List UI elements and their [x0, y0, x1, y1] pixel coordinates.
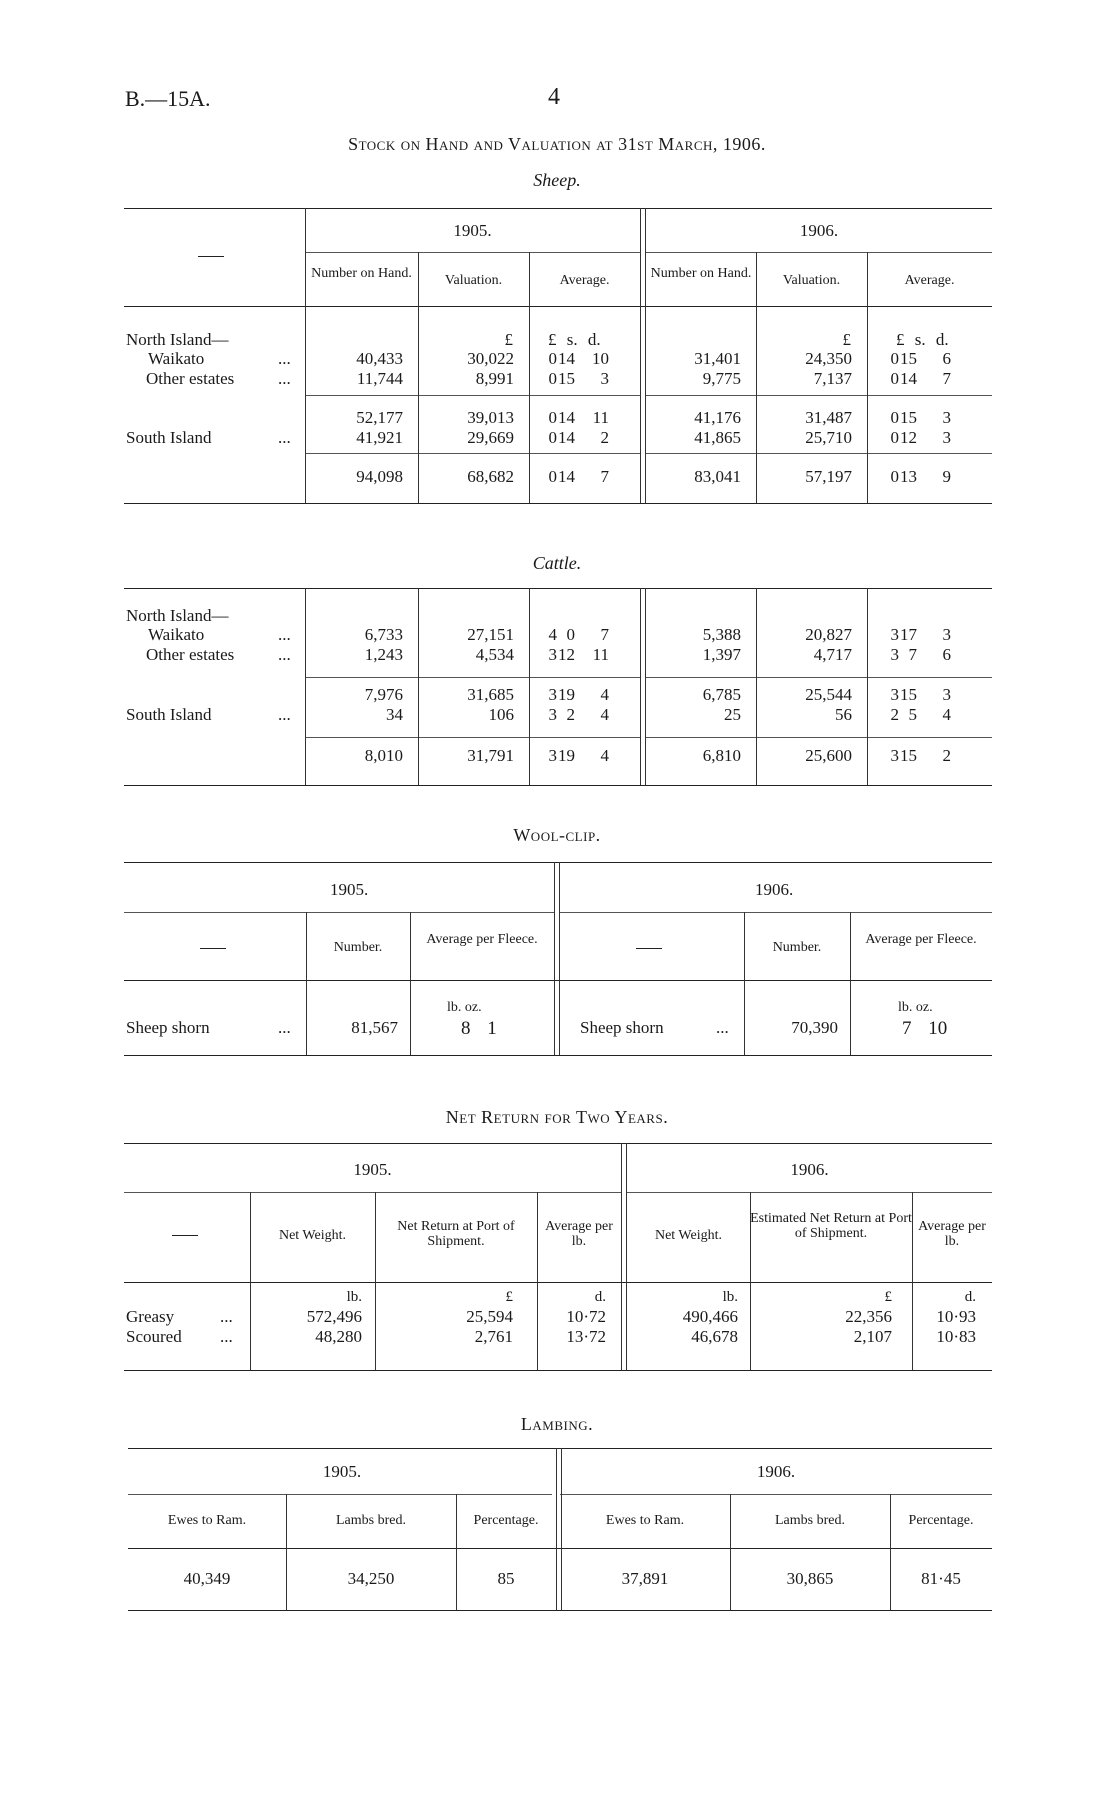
- leader-dots: ...: [220, 1327, 233, 1346]
- cell-average: 3: [600, 369, 609, 388]
- col-number-on-hand: Number on Hand.: [650, 266, 752, 281]
- col-average-per-lb: Average per lb.: [545, 1219, 613, 1249]
- cell-average: 14: [900, 369, 917, 388]
- lambing-section-title: Lambing.: [520, 1414, 594, 1434]
- sheep-subtitle: Sheep.: [533, 170, 581, 190]
- cell-value: 490,466: [682, 1307, 738, 1326]
- cell-value: 85: [497, 1569, 515, 1588]
- wool-section-title: Wool-clip.: [513, 825, 601, 845]
- leader-dots: ...: [278, 428, 291, 447]
- unit-lb-oz: lb. oz.: [447, 1000, 482, 1015]
- cell-value: 25: [724, 705, 741, 724]
- unit-lb-oz: lb. oz.: [898, 1000, 933, 1015]
- cell-value: 37,891: [621, 1569, 669, 1588]
- page-number: 4: [548, 84, 560, 110]
- cell-average: 4: [942, 705, 951, 724]
- cell-value: 7,137: [813, 369, 852, 388]
- cell-value: 34,250: [347, 1569, 395, 1588]
- cell-value: 27,151: [467, 625, 514, 644]
- cell-average: 0: [548, 349, 557, 368]
- cell-average: 9: [942, 467, 951, 486]
- row-label: Greasy: [126, 1307, 175, 1326]
- col-valuation: Valuation.: [444, 273, 503, 288]
- cell-value: 6,785: [702, 685, 741, 704]
- cell-value: 572,496: [306, 1307, 362, 1326]
- cell-average: 19: [558, 685, 575, 704]
- cell-value: 7,976: [364, 685, 403, 704]
- cell-value: 4,717: [813, 645, 852, 664]
- cell-value: 6,810: [702, 746, 741, 765]
- cell-average: 2: [942, 746, 951, 765]
- cell-average: 4: [600, 685, 609, 704]
- row-label: Scoured: [126, 1327, 182, 1346]
- row-label: Sheep shorn: [126, 1018, 210, 1037]
- col-number: Number.: [772, 940, 822, 955]
- cell-value: 9,775: [702, 369, 741, 388]
- cell-value: 6,733: [364, 625, 403, 644]
- cell-average: 3: [942, 428, 951, 447]
- cell-average: 15: [900, 685, 917, 704]
- leader-dots: ...: [716, 1018, 729, 1037]
- cell-value: 4,534: [475, 645, 514, 664]
- cell-value: 13·72: [566, 1327, 606, 1346]
- cell-average: 3: [890, 746, 899, 765]
- unit-label: £: [505, 1289, 513, 1305]
- cell-value: 39,013: [467, 408, 514, 427]
- lambing-year-1906: 1906.: [756, 1462, 796, 1481]
- cell-average: 4: [600, 746, 609, 765]
- cell-average: 12: [558, 645, 575, 664]
- cell-average: 0: [890, 408, 899, 427]
- cell-value: 31,791: [467, 746, 514, 765]
- cell-average: 7: [600, 467, 609, 486]
- cell-value: 10·72: [566, 1307, 606, 1326]
- netreturn-year-1906: 1906.: [790, 1160, 829, 1179]
- cell-value: 94,098: [356, 467, 403, 486]
- cell-value: 57,197: [805, 467, 852, 486]
- cell-value: 68,682: [467, 467, 514, 486]
- cell-value: 48,280: [315, 1327, 362, 1346]
- cell-average: 5: [908, 705, 917, 724]
- col-number-on-hand: Number on Hand.: [311, 266, 412, 281]
- cell-value: 8,991: [475, 369, 514, 388]
- col-net-weight: Net Weight.: [278, 1228, 347, 1243]
- unit-label: £: [884, 1289, 892, 1305]
- cell-value: 22,356: [845, 1307, 892, 1326]
- cell-value: 10·93: [936, 1307, 976, 1326]
- cell-average: 2: [600, 428, 609, 447]
- cell-average: 0: [890, 428, 899, 447]
- leader-dots: ...: [278, 369, 291, 388]
- leader-dots: ...: [278, 625, 291, 644]
- sheep-section-title: Stock on Hand and Valuation at 31st March, 1906.: [348, 134, 766, 154]
- cell-value: 40,433: [356, 349, 403, 368]
- cell-average: 3: [548, 645, 557, 664]
- cell-value: 2,107: [853, 1327, 892, 1346]
- blank-header-dash: [636, 948, 662, 949]
- document-reference: B.—15A.: [125, 86, 211, 111]
- cell-average: 15: [900, 408, 917, 427]
- cell-value: 8,010: [364, 746, 403, 765]
- blank-header-dash: [172, 1235, 198, 1236]
- cell-value: 30,865: [786, 1569, 834, 1588]
- row-label: Waikato: [148, 349, 205, 368]
- wool-year-1906: 1906.: [755, 880, 794, 899]
- cell-value: 29,669: [467, 428, 514, 447]
- cell-value: 83,041: [694, 467, 741, 486]
- cattle-subtitle: Cattle.: [532, 553, 582, 573]
- leader-dots: ...: [278, 349, 291, 368]
- cell-average: 0: [566, 625, 575, 644]
- cell-average: 0: [548, 467, 557, 486]
- cell-average: 14: [558, 408, 575, 427]
- cell-average: 7 10: [902, 1018, 948, 1039]
- cell-average: 2: [566, 705, 575, 724]
- col-header: Percentage.: [908, 1513, 974, 1528]
- cell-value: 81·45: [921, 1569, 961, 1588]
- col-average: Average.: [559, 273, 610, 288]
- unit-pound: £: [504, 330, 513, 349]
- cell-average: 0: [890, 467, 899, 486]
- cell-value: 11,744: [356, 369, 403, 388]
- cell-average: 7: [908, 645, 917, 664]
- wool-year-1905: 1905.: [330, 880, 369, 899]
- cell-value: 2,761: [474, 1327, 513, 1346]
- col-header: Lambs bred.: [336, 1513, 406, 1528]
- col-net-weight: Net Weight.: [654, 1228, 723, 1243]
- cell-average: 0: [548, 408, 557, 427]
- cell-average: 14: [558, 428, 575, 447]
- cell-value: 56: [835, 705, 852, 724]
- cell-value: 5,388: [702, 625, 741, 644]
- cell-average: 0: [548, 428, 557, 447]
- cell-value: 41,921: [356, 428, 403, 447]
- col-average-per-lb: Average per lb.: [918, 1219, 986, 1249]
- col-header: Ewes to Ram.: [605, 1513, 685, 1528]
- cell-value: 10·83: [936, 1327, 976, 1346]
- cell-average: 3: [890, 625, 899, 644]
- col-average: Average.: [904, 273, 955, 288]
- cell-value: 106: [488, 705, 514, 724]
- cell-average: 7: [600, 625, 609, 644]
- blank-header-dash: [198, 256, 224, 257]
- cell-value: 41,176: [694, 408, 741, 427]
- netreturn-year-1905: 1905.: [353, 1160, 392, 1179]
- cell-average: 14: [558, 467, 575, 486]
- cell-average: 3: [890, 685, 899, 704]
- lambing-year-1905: 1905.: [322, 1462, 362, 1481]
- cell-average: 15: [900, 349, 917, 368]
- cell-average: 12: [900, 428, 917, 447]
- cell-average: 0: [548, 369, 557, 388]
- cell-value: 52,177: [356, 408, 403, 427]
- cell-average: 3: [548, 685, 557, 704]
- cell-average: 3: [942, 408, 951, 427]
- leader-dots: ...: [278, 705, 291, 724]
- col-average-per-fleece: Average per Fleece.: [865, 932, 977, 947]
- cell-average: 7: [942, 369, 951, 388]
- cell-average: 3: [548, 746, 557, 765]
- cell-value: 30,022: [467, 349, 514, 368]
- cell-average: 3: [942, 685, 951, 704]
- sheep-year-1905: 1905.: [453, 221, 492, 240]
- cell-average: 3: [942, 625, 951, 644]
- cell-average: 4: [600, 705, 609, 724]
- col-header: Percentage.: [473, 1513, 539, 1528]
- col-valuation: Valuation.: [782, 273, 841, 288]
- leader-dots: ...: [220, 1307, 233, 1326]
- cell-average: 15: [558, 369, 575, 388]
- cell-number: 81,567: [351, 1018, 398, 1037]
- cell-value: 41,865: [694, 428, 741, 447]
- cell-value: 25,710: [805, 428, 852, 447]
- blank-header-dash: [200, 948, 226, 949]
- col-net-return: Net Return at Port of Shipment.: [397, 1219, 515, 1249]
- row-label: South Island: [126, 428, 212, 447]
- cell-average: 6: [942, 645, 951, 664]
- unit-label: lb.: [722, 1289, 738, 1305]
- cell-value: 46,678: [691, 1327, 738, 1346]
- cell-value: 25,600: [805, 746, 852, 765]
- cell-value: 24,350: [805, 349, 852, 368]
- cell-average: 14: [558, 349, 575, 368]
- unit-lsd: £ s. d.: [548, 330, 601, 349]
- cell-average: 2: [890, 705, 899, 724]
- row-label: South Island: [126, 705, 212, 724]
- cell-average: 4: [548, 625, 557, 644]
- unit-label: d.: [964, 1289, 976, 1305]
- cell-average: 15: [900, 746, 917, 765]
- row-label: Sheep shorn: [580, 1018, 664, 1037]
- cell-average: 11: [592, 408, 609, 427]
- cell-average: 10: [592, 349, 609, 368]
- cell-average: 3: [890, 645, 899, 664]
- cell-value: 31,685: [467, 685, 514, 704]
- unit-lsd: £ s. d.: [896, 330, 949, 349]
- cell-average: 0: [890, 369, 899, 388]
- leader-dots: ...: [278, 1018, 291, 1037]
- col-number: Number.: [333, 940, 383, 955]
- col-header: Lambs bred.: [775, 1513, 845, 1528]
- cell-average: 8 1: [461, 1018, 497, 1039]
- cell-value: 20,827: [805, 625, 852, 644]
- cell-value: 25,544: [805, 685, 852, 704]
- leader-dots: ...: [278, 645, 291, 664]
- col-average-per-fleece: Average per Fleece.: [426, 932, 538, 947]
- cell-value: 40,349: [183, 1569, 231, 1588]
- cell-average: 11: [592, 645, 609, 664]
- group-label: North Island—: [126, 330, 229, 349]
- group-label: North Island—: [126, 606, 229, 625]
- row-label: Waikato: [148, 625, 205, 644]
- cell-value: 31,487: [805, 408, 852, 427]
- unit-label: d.: [594, 1289, 606, 1305]
- sheep-year-1906: 1906.: [799, 221, 839, 240]
- cell-value: 34: [386, 705, 403, 724]
- cell-number: 70,390: [791, 1018, 838, 1037]
- cell-average: 0: [890, 349, 899, 368]
- cell-value: 31,401: [694, 349, 741, 368]
- cell-average: 3: [548, 705, 557, 724]
- unit-label: lb.: [346, 1289, 362, 1305]
- cell-value: 25,594: [466, 1307, 513, 1326]
- netreturn-section-title: Net Return for Two Years.: [445, 1107, 669, 1127]
- col-header: Ewes to Ram.: [167, 1513, 247, 1528]
- cell-average: 13: [900, 467, 917, 486]
- row-label: Other estates: [146, 645, 235, 664]
- cell-average: 19: [558, 746, 575, 765]
- col-estimated-net-return: Estimated Net Return at Port of Shipment.: [750, 1211, 912, 1241]
- cell-average: 17: [900, 625, 917, 644]
- cell-value: 1,397: [702, 645, 741, 664]
- cell-value: 1,243: [364, 645, 403, 664]
- cell-average: 6: [942, 349, 951, 368]
- row-label: Other estates: [146, 369, 235, 388]
- unit-pound: £: [842, 330, 851, 349]
